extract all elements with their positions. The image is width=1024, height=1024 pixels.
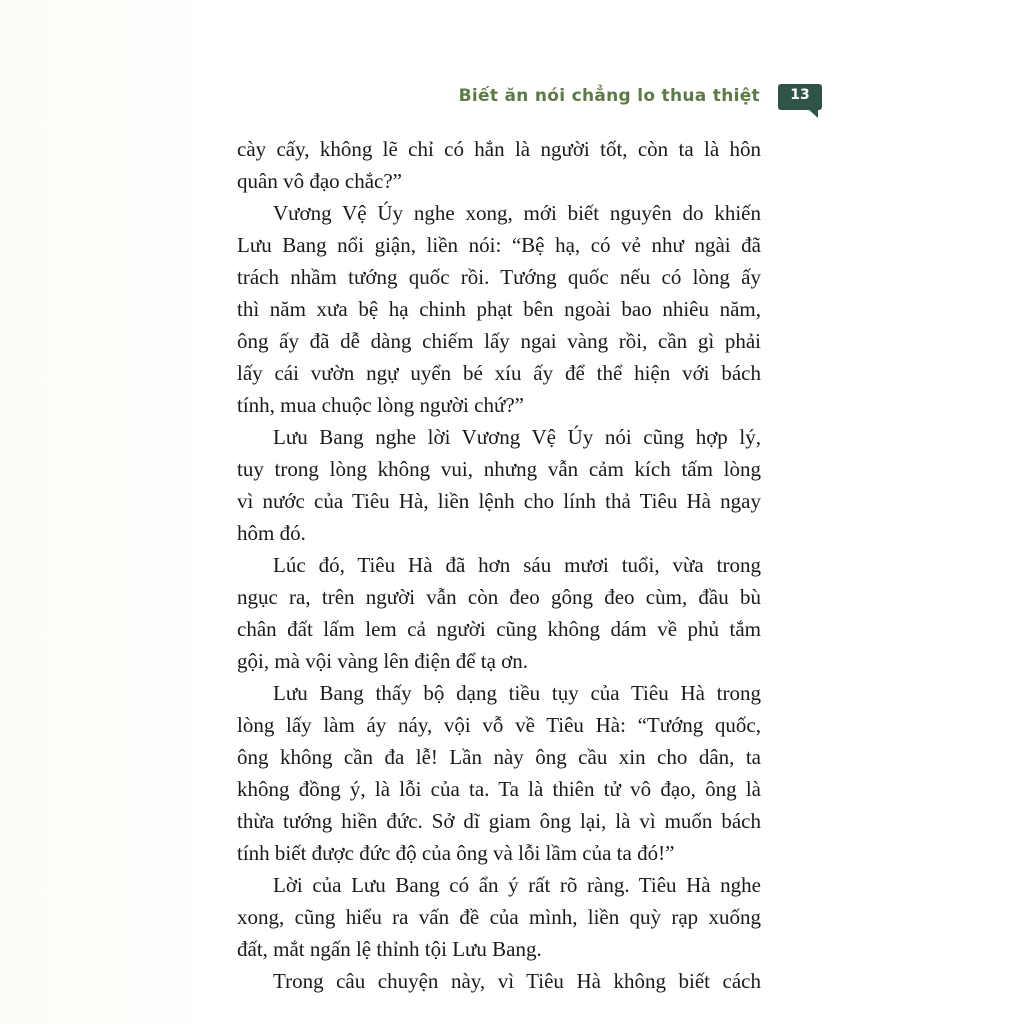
text-line: đất, mắt ngấn lệ thỉnh tội Lưu Bang. <box>237 937 542 961</box>
text-line: không đồng ý, là lỗi của ta. Ta là thiên tử vô đạo, ông là <box>237 777 761 801</box>
text-line: vì nước của Tiêu Hà, liền lệnh cho lính thả Tiêu Hà ngay <box>237 489 761 513</box>
text-line: quân vô đạo chắc?” <box>237 169 402 193</box>
text-line: cày cấy, không lẽ chỉ có hắn là người tốt, còn ta là hôn <box>237 137 761 161</box>
text-line: thừa tướng hiền đức. Sở dĩ giam ông lại, là vì muốn bách <box>237 809 761 833</box>
text-line: Lời của Lưu Bang có ẩn ý rất rõ ràng. Tiêu Hà nghe <box>273 873 761 897</box>
text-line: chân đất lấm lem cả người cũng không dám về phủ tắm <box>237 617 761 641</box>
text-line: Lúc đó, Tiêu Hà đã hơn sáu mươi tuổi, vừa trong <box>273 553 761 577</box>
text-line: trách nhầm tướng quốc rồi. Tướng quốc nếu có lòng ấy <box>237 265 761 289</box>
body-text <box>237 133 761 997</box>
text-line: tuy trong lòng không vui, nhưng vẫn cảm kích tấm lòng <box>237 457 761 481</box>
text-line: lấy cái vườn ngự uyển bé xíu ấy để thể hiện với bách <box>237 361 761 385</box>
text-line: xong, cũng hiểu ra vấn đề của mình, liền quỳ rạp xuống <box>237 905 761 929</box>
text-line: gội, mà vội vàng lên điện để tạ ơn. <box>237 649 529 673</box>
text-line: lòng lấy làm áy náy, vội vỗ về Tiêu Hà: “Tướng quốc, <box>237 713 761 737</box>
page-number: 13 <box>790 87 810 103</box>
text-line: ngục ra, trên người vẫn còn đeo gông đeo cùm, đầu bù <box>237 585 761 609</box>
text-line: Lưu Bang nổi giận, liền nói: “Bệ hạ, có vẻ như ngài đã <box>237 233 761 257</box>
text-line: tính biết được đức độ của ông và lỗi lầm của ta đó!” <box>237 841 675 865</box>
text-line: ông không cần đa lễ! Lần này ông cầu xin cho dân, ta <box>237 745 761 769</box>
text-line: Vương Vệ Úy nghe xong, mới biết nguyên do khiến <box>273 201 761 225</box>
text-line: tính, mua chuộc lòng người chứ?” <box>237 393 524 417</box>
text-line: hôm đó. <box>237 521 306 545</box>
running-title: Biết ăn nói chẳng lo thua thiệt <box>458 86 760 106</box>
text-line: Trong câu chuyện này, vì Tiêu Hà không biết cách <box>273 969 761 993</box>
text-line: Lưu Bang nghe lời Vương Vệ Úy nói cũng hợp lý, <box>273 425 761 449</box>
text-line: ông ấy đã dễ dàng chiếm lấy ngai vàng rồi, cần gì phải <box>237 329 761 353</box>
text-line: thì năm xưa bệ hạ chinh phạt bên ngoài bao nhiêu năm, <box>237 297 761 321</box>
page-number-badge <box>778 84 822 110</box>
page-header <box>458 84 820 120</box>
page-edge-shading <box>0 0 230 1024</box>
text-line: Lưu Bang thấy bộ dạng tiều tụy của Tiêu Hà trong <box>273 681 761 705</box>
